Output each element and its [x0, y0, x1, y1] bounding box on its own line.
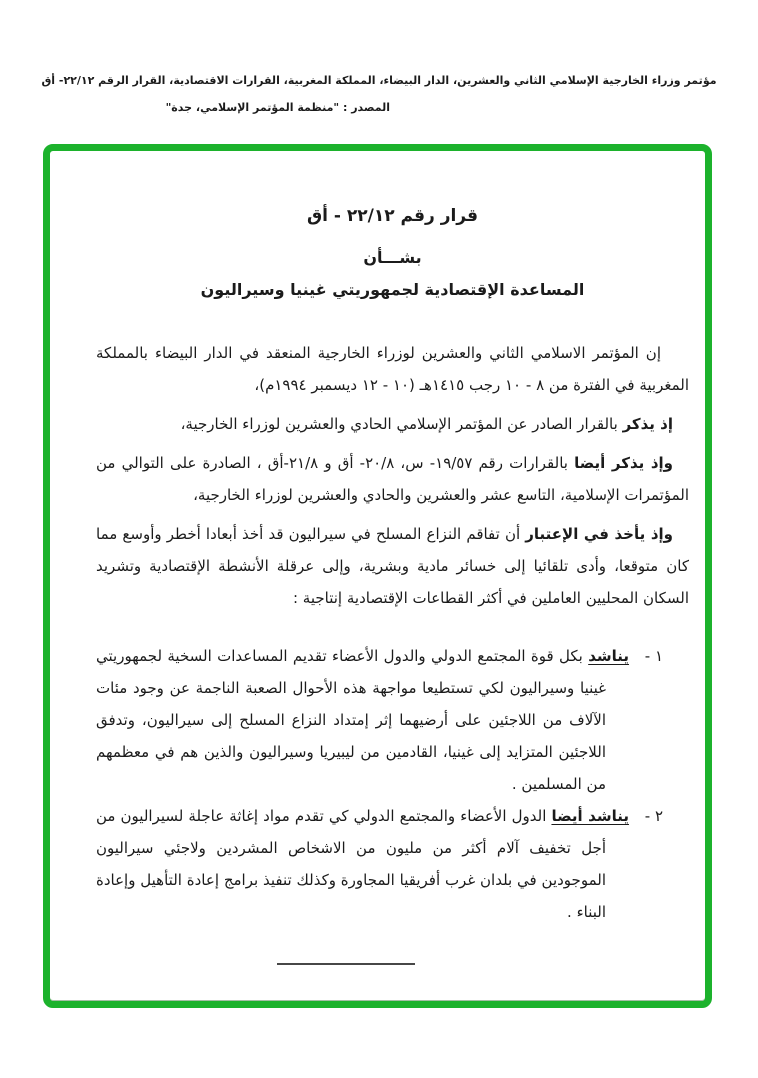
item-text: الدول الأعضاء والمجتمع الدولي كي تقدم مواد إغاثة عاجلة لسيراليون من أجل تخفيف آلام أكثر من مليون من الاشخاص المشردين ولاجئي سيراليون الموجودين في بلدان غرب أفريقيا المجاورة وكذلك تنفيذ برامج إعادة التأهيل وإعادة البناء . — [96, 807, 606, 921]
document-body — [50, 151, 705, 928]
item-number: ٢ - — [644, 807, 663, 825]
item-text: بكل قوة المجتمع الدولي والدول الأعضاء تقديم المساعدات السخية لجمهوريتي غينيا وسيراليون لكي تستطيعا مواجهة هذه الأحوال الصعبة الناجمة عن وجود مئات الآلاف من اللاجئين على أرضيهما إثر إمتداد النزاع المسلح إلى سيراليون، وتدفق اللاجئين المتزايد إلى غينيا، القادمين من ليبيريا وسيراليون والذين هم في معظمهم من المسلمين . — [96, 647, 606, 793]
source-note: المصدر : "منظمة المؤتمر الإسلامي، جدة" — [165, 101, 390, 114]
item-lead-phrase: يناشد أيضا — [551, 807, 629, 825]
resolution-item-1 — [96, 640, 663, 800]
paragraph-text: إن المؤتمر الاسلامي الثاني والعشرين لوزراء الخارجية المنعقد في الدار البيضاء بالمملكة المغربية في الفترة من ٨ - ١٠ رجب ١٤١٥هـ (١٠ - ١٢ ديسمبر ١٩٩٤م)، — [96, 344, 689, 394]
footer-separator-line — [277, 963, 415, 965]
preamble-paragraph-considering — [96, 518, 689, 614]
regarding-title: بشـــأن — [363, 248, 422, 267]
lead-phrase: وإذ يذكر أيضا — [574, 454, 673, 472]
item-lead-phrase: يناشد — [588, 647, 629, 665]
paragraph-text: أن تفاقم النزاع المسلح في سيراليون قد أخذ أبعادا أخطر وأوسع مما كان متوقعا، وأدى تلقائيا إلى خسائر مادية وبشرية، وإلى عرقلة الأنشطة الإقتصادية وتشريد السكان المحليين العاملين في أكثر القطاعات الإقتصادية إنتاجية : — [96, 525, 689, 607]
lead-phrase: وإذ يأخذ في الإعتبار — [525, 525, 673, 543]
resolution-number-title: قرار رقم ٢٢/١٢ - أق — [306, 206, 479, 226]
paragraph-text: بالقرار الصادر عن المؤتمر الإسلامي الحادي والعشرين لوزراء الخارجية، — [180, 415, 623, 433]
citation-header: مؤتمر وزراء الخارجية الإسلامي الثاني والعشرين، الدار البيضاء، المملكة المغربية، القرارات الاقتصادية، القرار الرقم ٢٢/١٢- أق — [41, 74, 717, 87]
item-number: ١ - — [644, 647, 663, 665]
preamble-paragraph-recalling-also — [96, 447, 689, 511]
preamble-paragraph-session — [96, 337, 689, 401]
green-border-frame — [43, 144, 712, 1008]
resolution-item-2 — [96, 800, 663, 928]
subject-title: المساعدة الإقتصادية لجمهوريتي غينيا وسيراليون — [200, 280, 585, 299]
paragraph-text: بالقرارات رقم ١٩/٥٧- س، ٢٠/٨- أق و ٢١/٨-أق ، الصادرة على التوالي من المؤتمرات الإسلامية، التاسع عشر والعشرين والحادي والعشرين لوزراء الخارجية، — [96, 454, 689, 504]
preamble-paragraph-recalling — [96, 408, 689, 440]
lead-phrase: إذ يذكر — [622, 415, 673, 433]
